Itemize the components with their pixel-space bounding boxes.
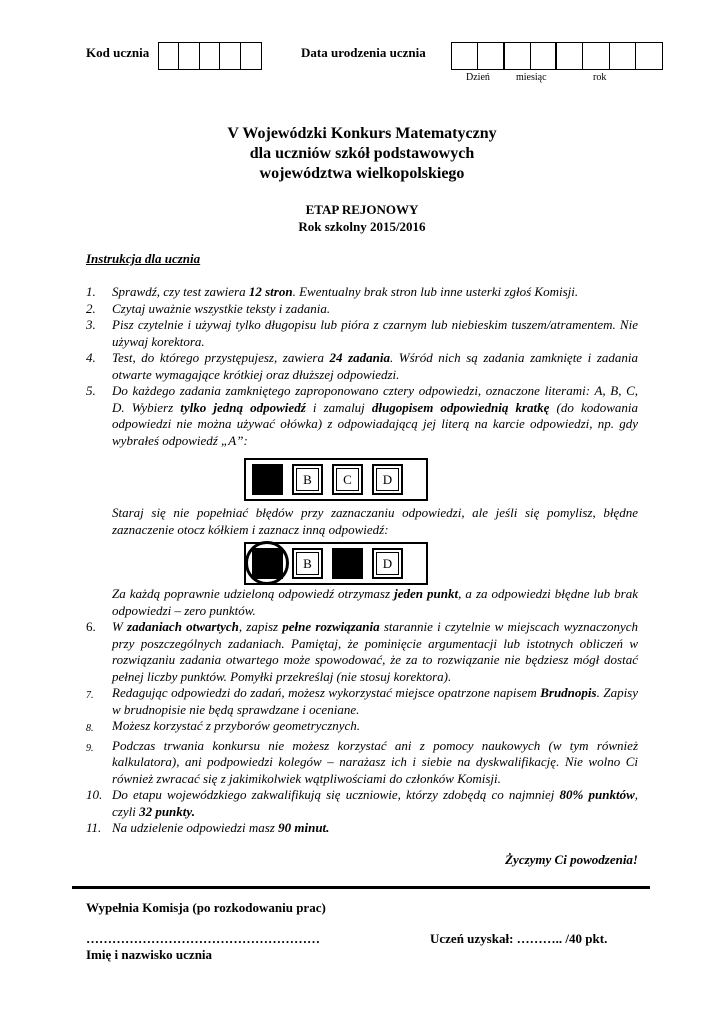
month-label: miesiąc	[516, 72, 547, 83]
list-item: 11. Na udzielenie odpowiedzi masz 90 minut.	[86, 820, 330, 835]
list-item: 9. Podczas trwania konkursu nie możesz korzystać ani z pomocy naukowych (w tym również kalkulatora), ani podpowiedzi kolegów – narażasz ich i siebie na dyskwalifikację. Nie wolno Ci również zwracać się z jakimikolwiek wątpliwościami do członków Komisji.	[86, 737, 638, 786]
stage-name: ETAP REJONOWY	[305, 202, 419, 217]
list-item: 8. Możesz korzystać z przyborów geometrycznych.	[86, 718, 361, 734]
good-luck-message: Życzymy Ci powodzenia!	[505, 852, 638, 867]
instruction-list-bottom	[86, 586, 638, 837]
list-item: 2. Czytaj uważnie wszystkie teksty i zadania.	[86, 300, 331, 316]
footer-divider	[72, 886, 650, 889]
instruction-list-top	[86, 284, 638, 449]
answer-box-c: C	[332, 464, 363, 495]
list-item: Za każdą poprawnie udzieloną odpowiedź otrzymasz jeden punkt, a za odpowiedzi błędne lub brak odpowiedzi – zero punktów.	[112, 586, 638, 618]
list-item: 7. Redagując odpowiedzi do zadań, możesz wykorzystać miejsce opatrzone napisem Brudnopis. Zapisy w brudnopisie nie będą sprawdzane i oceniane.	[86, 685, 639, 717]
list-item: 6. W zadaniach otwartych, zapisz pełne rozwiązania starannie i czytelnie w miejscach wyznaczonych przy poszczególnych zadaniach. Pamiętaj, że pominięcie argumentacji lub istotnych obliczeń w rozwiązaniu zadania otwartego może spowodować, że za to rozwiązanie nie będziesz mógł dostać pełnej liczby punktów. Pomyłki przekreślaj (nie stosuj korektora).	[86, 619, 638, 684]
list-item: 4. Test, do którego przystępujesz, zawiera 24 zadania. Wśród nich są zadania zamknięte i zadania otwarte wymagające krótkiej oraz dłuższej odpowiedzi.	[86, 350, 638, 382]
answer-box-a	[252, 548, 283, 579]
score-label: Uczeń uzyskał:	[430, 931, 514, 946]
student-name-label: Imię i nazwisko ucznia	[86, 947, 213, 962]
contest-title-1: V Wojewódzki Konkurs Matematyczny	[227, 125, 497, 142]
answer-box-b: B	[292, 464, 323, 495]
birth-date-label: Data urodzenia ucznia	[301, 45, 426, 60]
answer-box-a	[252, 464, 283, 495]
list-item: 10. Do etapu wojewódzkiego zakwalifikują się uczniowie, którzy zdobędą co najmniej 80% punktów, czyli 32 punkty.	[86, 787, 638, 819]
score-value: ……….. /40 pkt.	[516, 931, 608, 946]
answer-box-d: D	[372, 464, 403, 495]
answer-example-corrected	[244, 542, 428, 585]
answer-box-c	[332, 548, 363, 579]
answer-box-b: B	[292, 548, 323, 579]
school-year: Rok szkolny 2015/2016	[298, 219, 426, 234]
birth-date-field[interactable]	[451, 42, 663, 70]
student-code-field[interactable]	[158, 42, 262, 70]
name-dots: ………………………………………………	[86, 931, 320, 946]
mistake-note: Staraj się nie popełniać błędów przy zaznaczaniu odpowiedzi, ale jeśli się pomylisz, błędne zaznaczenie otocz kółkiem i zaznacz inną odpowiedź:	[112, 505, 638, 537]
list-item: 5. Do każdego zadania zamkniętego zaproponowano cztery odpowiedzi, oznaczone literami: A, B, C, D. Wybierz tylko jedną odpowiedź i zamaluj długopisem odpowiednią kratkę (do kodowania odpowiedzi nie można używać ołówka) z odpowiadającą jej literą na karcie odpowiedzi, np. gdy wybrałeś odpowiedź „A”:	[86, 383, 639, 448]
instructions-heading: Instrukcja dla ucznia	[86, 251, 201, 266]
contest-title-3: województwa wielkopolskiego	[259, 165, 465, 182]
student-code-label: Kod ucznia	[86, 45, 150, 60]
committee-label: Wypełnia Komisja (po rozkodowaniu prac)	[86, 900, 326, 915]
answer-box-d: D	[372, 548, 403, 579]
answer-example-correct	[244, 458, 428, 501]
list-item: 1. Sprawdź, czy test zawiera 12 stron. Ewentualny brak stron lub inne usterki zgłoś Komisji.	[86, 284, 579, 299]
year-label: rok	[593, 72, 607, 83]
score-field	[430, 931, 607, 947]
list-item: 3. Pisz czytelnie i używaj tylko długopisu lub pióra z czarnym lub niebieskim tuszem/atramentem. Nie używaj korektora.	[86, 317, 638, 349]
day-label: Dzień	[466, 72, 490, 83]
contest-title-2: dla uczniów szkół podstawowych	[249, 145, 475, 162]
correction-circle	[245, 541, 289, 585]
